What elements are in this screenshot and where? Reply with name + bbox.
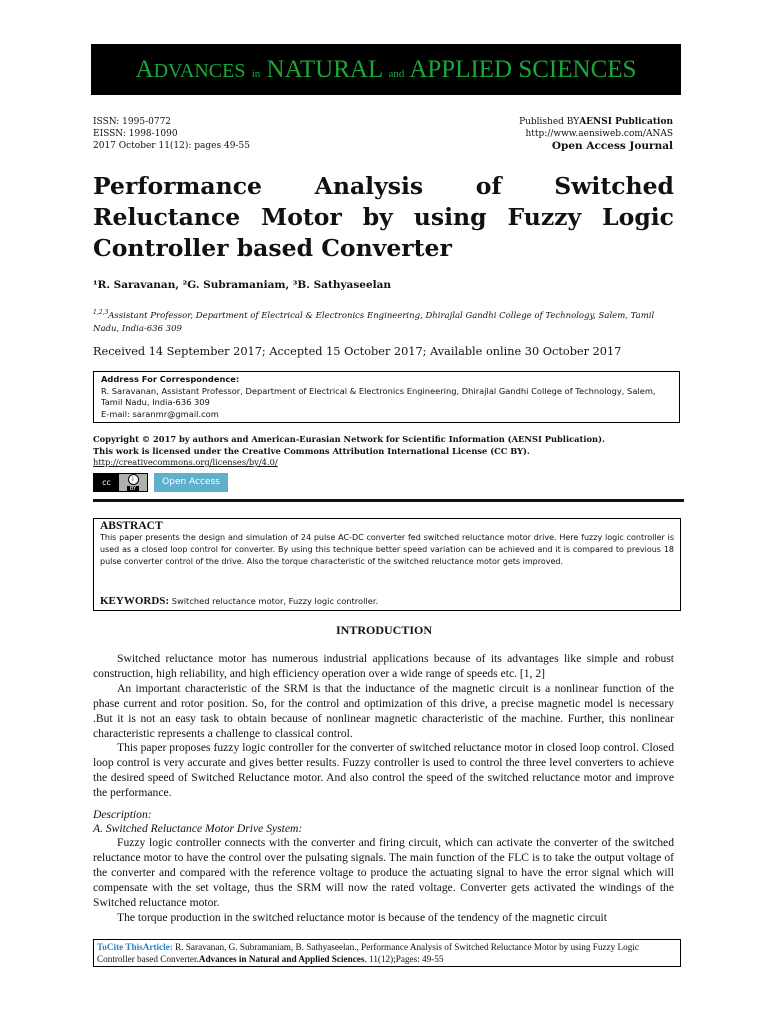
desc-paragraph-2: The torque production in the switched reluctance motor is because of the tendency of the magnetic circuit xyxy=(117,910,607,924)
citation-box xyxy=(93,939,681,967)
banner-cap-a: A xyxy=(135,56,154,83)
correspondence-email[interactable]: E-mail: saranmr@gmail.com xyxy=(101,408,219,419)
open-access-badge[interactable]: Open Access xyxy=(154,473,228,492)
banner-applied-sciences: APPLIED SCIENCES xyxy=(409,56,637,83)
journal-banner xyxy=(91,44,681,95)
cc-icon: cc xyxy=(94,474,119,491)
journal-url[interactable]: http://www.aensiweb.com/ANAS xyxy=(525,129,673,139)
banner-and: and xyxy=(388,68,405,80)
journal-meta-left xyxy=(93,116,250,152)
description-body xyxy=(93,836,674,925)
keywords-label: KEYWORDS: xyxy=(100,595,170,607)
issue-info: 2017 October 11(12): pages 49-55 xyxy=(93,141,250,151)
cite-label: ToCite ThisArticle: xyxy=(97,942,173,952)
cite-tail: . 11(12);Pages: 49-55 xyxy=(364,954,444,965)
abstract-body: This paper presents the design and simulation of 24 pulse AC-DC converter fed switched reluctance motor drive. Here fuzzy logic controller is used as a closed loop control for converter. By using this technique better speed variation can be achieved and it is compared to previous 18 pulse converter control of the drive. Also the torque characteristic of the switched reluctance motor gets improved. xyxy=(100,533,674,566)
license-line: This work is licensed under the Creative Commons Attribution International License (CC BY). xyxy=(93,445,530,456)
by-icon xyxy=(119,474,147,492)
license-link[interactable]: http://creativecommons.org/licenses/by/4.0/ xyxy=(93,457,278,467)
affiliation-sup: 1,2,3 xyxy=(93,309,109,316)
eissn: EISSN: 1998-1090 xyxy=(93,129,178,139)
copyright-line: Copyright © 2017 by authors and American-Eurasian Network for Scientific Information (AENSI Publication). xyxy=(93,434,605,444)
publisher-line xyxy=(519,116,673,128)
published-by: Published BY xyxy=(519,117,580,127)
abstract-heading: ABSTRACT xyxy=(100,520,163,532)
publisher-name: AENSI Publication xyxy=(579,117,673,127)
open-access-journal: Open Access Journal xyxy=(551,140,673,152)
correspondence-box xyxy=(93,371,680,423)
intro-paragraph-3: This paper proposes fuzzy logic controller for the converter of switched reluctance motor in closed loop control. Closed loop control is very accurate and gives better results. Fuzzy controller is used to control the three level converters to achieve the desired speed of Switched Reluctance motor. And also control the speed of the switched reluctance motor and improve the performance. xyxy=(93,741,674,800)
keywords xyxy=(100,595,378,607)
banner-in: in xyxy=(251,68,261,80)
by-person-icon: i xyxy=(128,474,139,485)
author-list: ¹R. Saravanan, ²G. Subramaniam, ³B. Sathyaseelan xyxy=(93,279,392,291)
cc-by-badge[interactable] xyxy=(93,473,148,492)
description-label: Description: xyxy=(93,808,152,821)
introduction-heading: INTRODUCTION xyxy=(335,623,432,637)
abstract-box xyxy=(93,518,681,611)
by-label: BY xyxy=(127,486,139,492)
paper-title: Performance Analysis of Switched Reluctance Motor by using Fuzzy Logic Controller based Converter xyxy=(93,172,674,262)
desc-paragraph-1: Fuzzy logic controller connects with the converter and firing circuit, which can activate the converter of the switched reluctance motor to have the control over the pulsating signals. The main function of the FLC is to take the output voltage of the converter and compared with the reference voltage to produce the actuating signal to have the error signal which will compensate with the set voltage, thus the SRM will now the rated voltage. Converter gets activated the windings of the Switched reluctance motor. xyxy=(93,836,674,909)
intro-paragraph-2: An important characteristic of the SRM is that the inductance of the magnetic circuit is a nonlinear function of the phase current and rotor position. So, for the control and optimization of this drive, a precise magnetic model is necessary .But it is not an easy task to obtain because of nonlinear magnetic characteristic of the machine. Further, this nonlinear characteristic represents a challenge to classical control. xyxy=(93,681,674,740)
cite-text: R. Saravanan, G. Subramaniam, B. Sathyaseelan., Performance Analysis of Switched Reluctance Motor by using Fuzzy Logic Controller based Converter. xyxy=(97,942,639,965)
affiliation xyxy=(93,306,678,336)
received-dates: Received 14 September 2017; Accepted 15 October 2017; Available online 30 October 2017 xyxy=(93,345,622,358)
banner-natural: NATURAL xyxy=(266,56,383,83)
issn: ISSN: 1995-0772 xyxy=(93,117,172,127)
intro-paragraph-1: Switched reluctance motor has numerous industrial applications because of its advantages like simple and robust construction, high reliability, and high efficiency operation over a wide range of speeds etc. [1, 2] xyxy=(93,652,674,680)
subsection-heading: A. Switched Reluctance Motor Drive System: xyxy=(93,822,303,835)
introduction-body xyxy=(93,652,674,801)
journal-meta-right xyxy=(519,116,673,152)
banner-dvances: DVANCES xyxy=(153,60,246,82)
correspondence-address: R. Saravanan, Assistant Professor, Department of Electrical & Electronics Engineering, Dhirajlal Gandhi College of Technology, Salem, Tamil Nadu, India-636 309 xyxy=(101,385,656,407)
copyright-notice xyxy=(93,434,683,469)
correspondence-header: Address For Correspondence: xyxy=(101,374,240,384)
keywords-text: Switched reluctance motor, Fuzzy logic controller. xyxy=(171,596,379,606)
header-divider xyxy=(93,499,684,502)
affiliation-text: Assistant Professor, Department of Electrical & Electronics Engineering, Dhirajlal Gandhi College of Technology, Salem, Tamil Nadu, India-636 309 xyxy=(93,310,655,334)
cite-journal: Advances in Natural and Applied Sciences xyxy=(198,954,365,965)
